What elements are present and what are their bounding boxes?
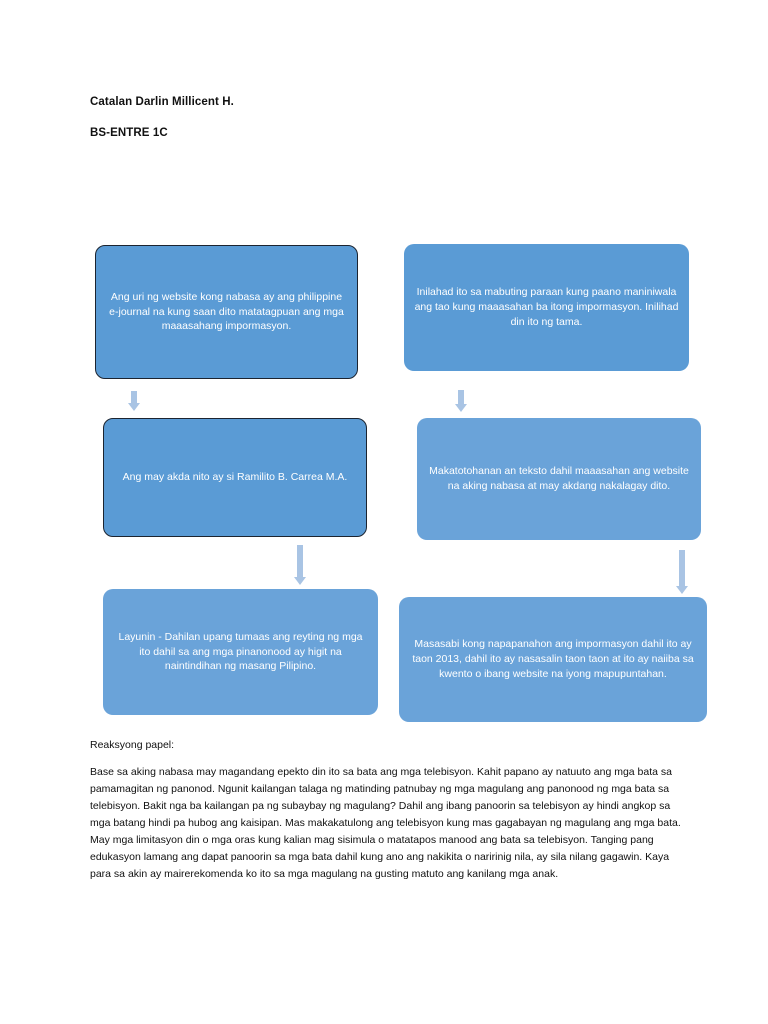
reaction-title: Reaksyong papel: (90, 739, 175, 751)
left-box-3-text: Layunin - Dahilan upang tumaas ang reyting ng mga ito dahil sa ang mga pinanonood ay higit na naintindihan ng masang Pilipino. (118, 630, 363, 673)
left-box-2 (103, 418, 367, 537)
left-box-2-text: Ang may akda nito ay si Ramilito B. Carrea M.A. (122, 471, 348, 484)
right-box-1 (404, 244, 689, 371)
arrow-down-icon (676, 550, 688, 594)
right-box-2 (417, 418, 701, 540)
left-box-1-text: Ang uri ng website kong nabasa ay ang philippine e-journal na kung saan dito matatagpuan ang mga maaasahang impormasyon. (109, 290, 344, 333)
arrow-down-icon (128, 391, 140, 411)
right-box-3-text: Masasabi kong napapanahon ang impormasyon dahil ito ay taon 2013, dahil ito ay nasasalin taon taon at ito ay naiiba sa kwento o ibang website na iyong mapupuntahan. (412, 638, 694, 680)
reaction-paragraph: Base sa aking nabasa may magandang epekto din ito sa bata ang mga telebisyon. Kahit papano ay natuuto ang mga bata sa pamamagitan ng panonod. Ngunit kailangan talaga ng matinding patnubay ng mga magulang ang panonood ng mga bata sa telebisyon. Bakit nga ba kailangan pa ng subaybay ng magulang? Dahil ang ibang panoorin sa telebisyon ay hindi angkop sa mga batang hindi pa hubog ang kaisipan. Mas makakatulong ang telebisyon kung mas gagabayan ng magulang ang mga bata. May mga limitasyon din o mga oras kung kalian mag sisimula o matatapos manood ang bata sa telebisyon. Tanging pang edukasyon lamang ang dapat panoorin sa mga bata dahil kung ano ang nakikita o naririnig nila, ay sila nilang gagawin. Kaya para sa akin ay mairerekomenda ko ito sa mga magulang na gusting matuto ang kanilang mga anak. (90, 766, 681, 880)
author-name: Catalan Darlin Millicent H. (90, 96, 234, 108)
arrow-down-icon (455, 390, 467, 412)
left-box-3 (103, 589, 378, 715)
arrow-down-icon (294, 545, 306, 585)
left-box-1 (95, 245, 358, 379)
right-box-2-text: Makatotohanan an teksto dahil maaasahan ang website na aking nabasa at may akdang nakalagay dito. (429, 465, 689, 492)
right-box-3 (399, 597, 707, 722)
right-box-1-text: Inilahad ito sa mabuting paraan kung paano maniniwala ang tao kung maaasahan ba itong impormasyon. Inilihad din ito ng tama. (414, 286, 679, 328)
course-label: BS-ENTRE 1C (90, 127, 168, 139)
